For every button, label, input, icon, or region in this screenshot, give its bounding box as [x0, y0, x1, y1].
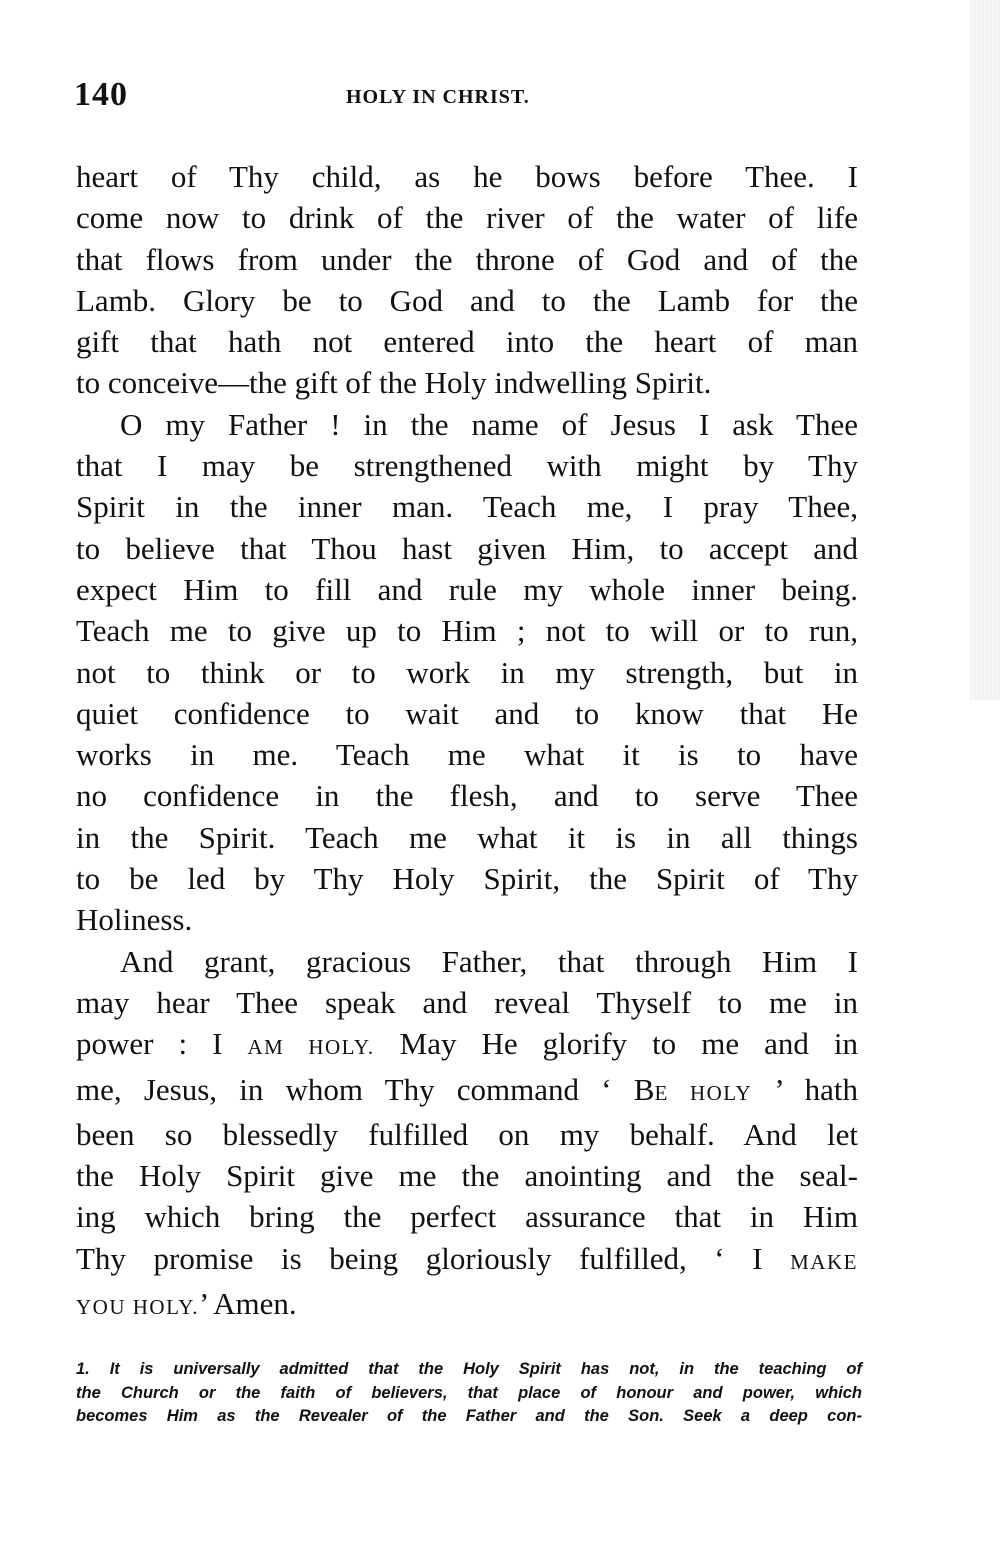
text-line: in the Spirit. Teach me what it is in all things: [76, 819, 858, 855]
text-line: [76, 1283, 858, 1328]
text-run: May He glorify to me and in: [374, 1026, 859, 1062]
footnote-line: the Church or the faith of believers, that place of honour and power, which: [76, 1383, 862, 1402]
text-line: to believe that Thou hast given Him, to accept and: [76, 530, 858, 566]
text-line: works in me. Teach me what it is to have: [76, 737, 858, 773]
text-run: power : I: [76, 1026, 248, 1062]
text-line: heart of Thy child, as he bows before Thee. I: [76, 159, 858, 194]
small-caps-run: MAKE: [790, 1249, 858, 1274]
text-line: no confidence in the flesh, and to serve Thee: [76, 778, 858, 814]
text-line: Holiness.: [76, 902, 193, 938]
text-line: to conceive—the gift of the Holy indwelling Spirit.: [76, 365, 712, 401]
text-line: Lamb. Glory be to God and to the Lamb for the: [76, 282, 858, 318]
footnote-line: becomes Him as the Revealer of the Father and the Son. Seek a deep con-: [76, 1407, 862, 1425]
text-line: may hear Thee speak and reveal Thyself to me in: [76, 984, 858, 1020]
small-caps-run: YOU HOLY.: [76, 1295, 200, 1320]
running-head: HOLY IN CHRIST.: [346, 86, 530, 108]
text-line: gift that hath not entered into the heart of man: [76, 324, 858, 360]
text-run: me, Jesus, in whom Thy command ‘ B: [76, 1071, 655, 1107]
text-line: [76, 1238, 858, 1283]
text-line: Spirit in the inner man. Teach me, I pray Thee,: [76, 489, 858, 525]
text-run: ’ hath: [752, 1071, 858, 1107]
text-line: [76, 1023, 858, 1068]
text-line: O my Father ! in the name of Jesus I ask Thee: [120, 406, 858, 442]
text-line: expect Him to fill and rule my whole inner being.: [76, 571, 858, 607]
page-number: 140: [74, 76, 128, 113]
text-line: come now to drink of the river of the water of life: [76, 200, 858, 236]
text-line: to be led by Thy Holy Spirit, the Spirit of Thy: [76, 861, 858, 897]
text-line: that flows from under the throne of God and of the: [76, 241, 858, 277]
small-caps-run: AM HOLY.: [247, 1035, 375, 1060]
text-line: the Holy Spirit give me the anointing and the seal-: [76, 1158, 858, 1194]
text-line: [76, 1069, 858, 1114]
text-line: quiet confidence to wait and to know that He: [76, 695, 858, 731]
small-caps-run: E HOLY: [654, 1080, 753, 1105]
text-line: ing which bring the perfect assurance that in Him: [76, 1199, 858, 1235]
text-line: that I may be strengthened with might by Thy: [76, 448, 858, 484]
text-run: Thy promise is being gloriously fulfilled, ‘ I: [76, 1240, 791, 1276]
page-edge-shadow: [970, 0, 1000, 700]
footnote: [76, 1358, 862, 1429]
text-line: Teach me to give up to Him ; not to will or to run,: [76, 613, 858, 649]
text-run: ’ Amen.: [199, 1286, 297, 1322]
page-header: [74, 76, 864, 122]
text-line: been so blessedly fulfilled on my behalf. And let: [76, 1116, 858, 1152]
text-line: And grant, gracious Father, that through Him I: [120, 943, 858, 979]
footnote-line: 1. It is universally admitted that the Holy Spirit has not, in the teaching of: [76, 1360, 862, 1378]
body-text: [76, 156, 858, 1328]
text-line: not to think or to work in my strength, but in: [76, 654, 858, 690]
